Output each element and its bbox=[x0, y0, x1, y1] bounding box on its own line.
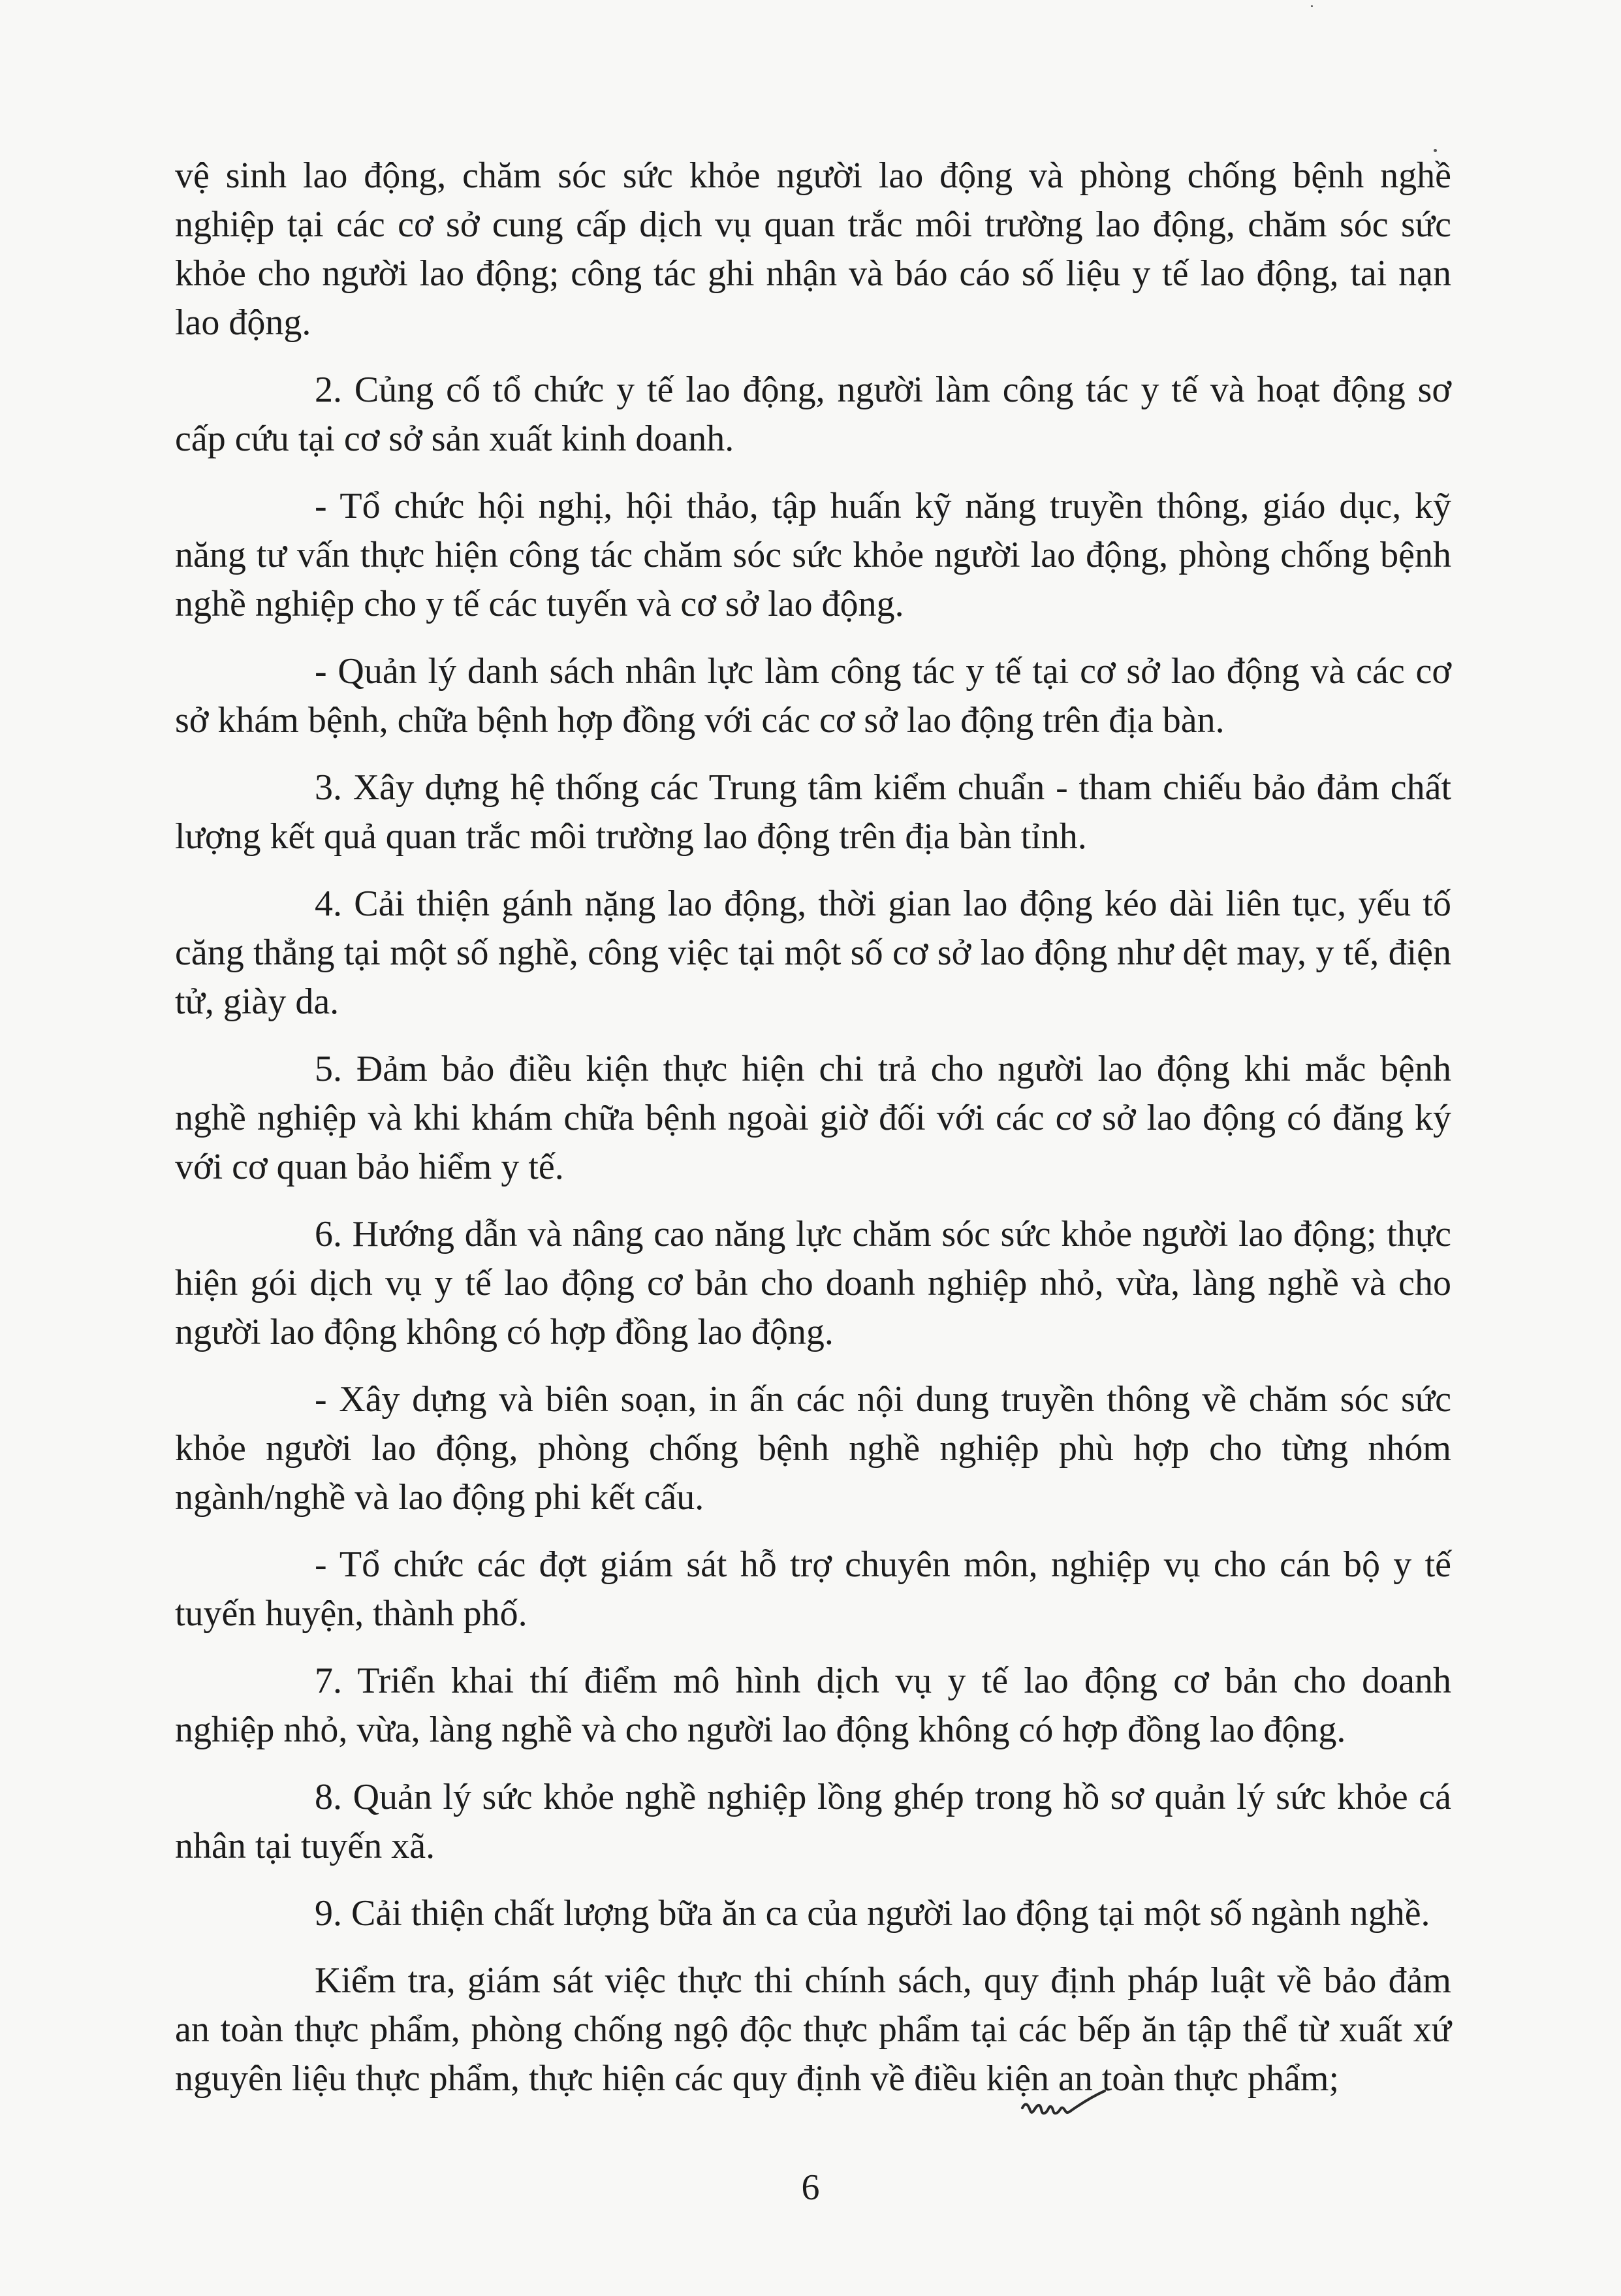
page-number: 6 bbox=[801, 2167, 820, 2208]
scan-speck bbox=[1311, 5, 1313, 7]
paragraph: - Tổ chức các đợt giám sát hỗ trợ chuyên môn, nghiệp vụ cho cán bộ y tế tuyến huyện, thành phố. bbox=[175, 1544, 1451, 1634]
paragraph: - Tổ chức hội nghị, hội thảo, tập huấn kỹ năng truyền thông, giáo dục, kỹ năng tư vấn thực hiện công tác chăm sóc sức khỏe người lao động, phòng chống bệnh nghề nghiệp cho y tế các tuyến và cơ sở lao động. bbox=[175, 486, 1451, 624]
initials-signature bbox=[1018, 2088, 1123, 2128]
paragraph: 2. Củng cố tổ chức y tế lao động, người làm công tác y tế và hoạt động sơ cấp cứu tại cơ sở sản xuất kinh doanh. bbox=[175, 370, 1451, 459]
paragraph: Kiểm tra, giám sát việc thực thi chính sách, quy định pháp luật về bảo đảm an toàn thực phẩm, phòng chống ngộ độc thực phẩm tại các bếp ăn tập thể từ xuất xứ nguyên liệu thực phẩm, thực hiện các quy định về điều kiện an toàn thực phẩm; bbox=[175, 1960, 1451, 2099]
paragraph: - Xây dựng và biên soạn, in ấn các nội dung truyền thông về chăm sóc sức khỏe người lao động, phòng chống bệnh nghề nghiệp phù hợp cho từng nhóm ngành/nghề và lao động phi kết cấu. bbox=[175, 1379, 1451, 1518]
paragraph: 3. Xây dựng hệ thống các Trung tâm kiểm chuẩn - tham chiếu bảo đảm chất lượng kết quả quan trắc môi trường lao động trên địa bàn tỉnh. bbox=[175, 767, 1451, 857]
paragraph: - Quản lý danh sách nhân lực làm công tác y tế tại cơ sở lao động và các cơ sở khám bệnh, chữa bệnh hợp đồng với các cơ sở lao động trên địa bàn. bbox=[175, 651, 1451, 741]
paragraph: 5. Đảm bảo điều kiện thực hiện chi trả cho người lao động khi mắc bệnh nghề nghiệp và khi khám chữa bệnh ngoài giờ đối với các cơ sở lao động có đăng ký với cơ quan bảo hiểm y tế. bbox=[175, 1049, 1451, 1187]
paragraph: 7. Triển khai thí điểm mô hình dịch vụ y tế lao động cơ bản cho doanh nghiệp nhỏ, vừa, làng nghề và cho người lao động không có hợp đồng lao động. bbox=[175, 1661, 1451, 1750]
body-text bbox=[175, 151, 1451, 2122]
paragraph: vệ sinh lao động, chăm sóc sức khỏe người lao động và phòng chống bệnh nghề nghiệp tại các cơ sở cung cấp dịch vụ quan trắc môi trường lao động, chăm sóc sức khỏe cho người lao động; công tác ghi nhận và báo cáo số liệu y tế lao động, tai nạn lao động. bbox=[175, 155, 1451, 343]
paragraph: 4. Cải thiện gánh nặng lao động, thời gian lao động kéo dài liên tục, yếu tố căng thẳng tại một số nghề, công việc tại một số cơ sở lao động như dệt may, y tế, điện tử, giày da. bbox=[175, 884, 1451, 1022]
paragraph: 9. Cải thiện chất lượng bữa ăn ca của người lao động tại một số ngành nghề. bbox=[315, 1893, 1430, 1934]
paragraph: 6. Hướng dẫn và nâng cao năng lực chăm sóc sức khỏe người lao động; thực hiện gói dịch vụ y tế lao động cơ bản cho doanh nghiệp nhỏ, vừa, làng nghề và cho người lao động không có hợp đồng lao động. bbox=[175, 1214, 1451, 1352]
paragraph: 8. Quản lý sức khỏe nghề nghiệp lồng ghép trong hồ sơ quản lý sức khỏe cá nhân tại tuyến xã. bbox=[175, 1777, 1451, 1866]
